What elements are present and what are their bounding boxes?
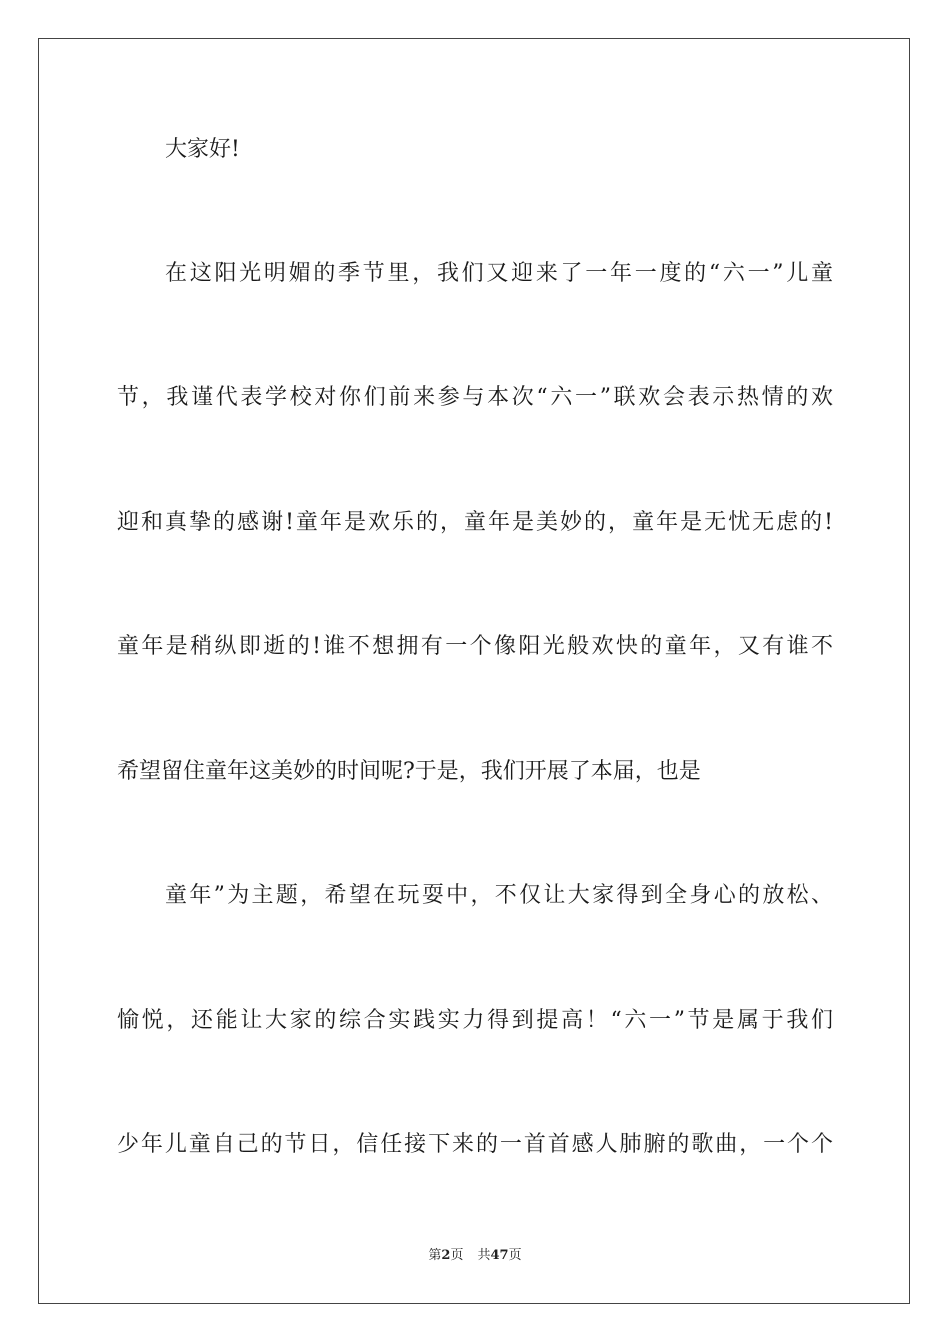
- text-line-7: 愉悦，还能让大家的综合实践实力得到提高！“六一”节是属于我们: [117, 1008, 833, 1033]
- text-line-2: 节，我谨代表学校对你们前来参与本次“六一”联欢会表示热情的欢: [117, 385, 833, 410]
- page-footer: [0, 1247, 950, 1265]
- text-line-greeting: 大家好!: [165, 137, 240, 162]
- page-current: 2: [441, 1248, 451, 1263]
- text-line-3: 迎和真挚的感谢!童年是欢乐的，童年是美妙的，童年是无忧无虑的!: [117, 510, 833, 535]
- total-prefix: 共: [477, 1248, 491, 1263]
- total-suffix: 页: [508, 1248, 522, 1263]
- text-line-4: 童年是稍纵即逝的!谁不想拥有一个像阳光般欢快的童年，又有谁不: [117, 634, 833, 659]
- page-total: 47: [490, 1248, 509, 1263]
- page-prefix: 第: [428, 1248, 442, 1263]
- text-line-1: 在这阳光明媚的季节里，我们又迎来了一年一度的“六一”儿童: [165, 261, 833, 286]
- text-line-6: 童年”为主题，希望在玩耍中，不仅让大家得到全身心的放松、: [165, 883, 833, 908]
- page-suffix: 页: [450, 1248, 464, 1263]
- text-line-8: 少年儿童自己的节日，信任接下来的一首首感人肺腑的歌曲，一个个: [117, 1132, 833, 1157]
- text-line-5: 希望留住童年这美妙的时间呢?于是，我们开展了本届，也是: [117, 759, 701, 784]
- page-border: [38, 38, 910, 1304]
